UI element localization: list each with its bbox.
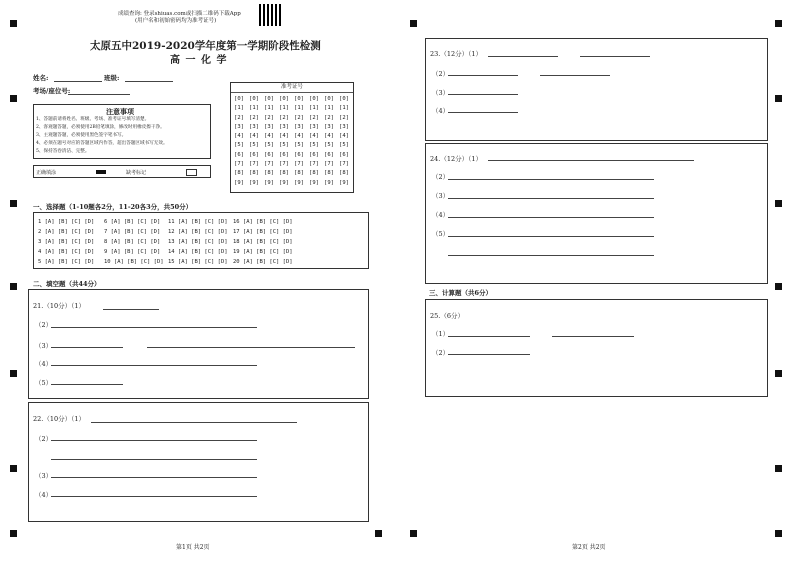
alignment-mark	[10, 200, 17, 207]
notice-item: 5、保持答卷清洁、完整。	[36, 149, 90, 154]
q21-label: 21.（10分）（1）	[33, 302, 85, 310]
exam-id-bubble[interactable]: [4]	[249, 133, 259, 140]
answer-line[interactable]	[51, 459, 257, 460]
exam-title: 太原五中2019-2020学年度第一学期阶段性检测	[90, 40, 321, 52]
exam-id-bubble[interactable]: [9]	[339, 179, 349, 186]
exam-id-bubble[interactable]: [4]	[339, 133, 349, 140]
exam-id-bubble[interactable]: [4]	[324, 133, 334, 140]
exam-id-bubble[interactable]: [0]	[234, 96, 244, 102]
exam-id-bubble[interactable]: [4]	[294, 133, 304, 140]
fill-example-box	[33, 165, 211, 178]
exam-id-bubble[interactable]: [0]	[249, 96, 259, 102]
q23-answer-box	[425, 38, 768, 141]
exam-id-bubble[interactable]: [5]	[339, 142, 349, 149]
exam-id-bubble[interactable]: [1]	[234, 105, 244, 112]
q25-answer-box	[425, 299, 768, 397]
exam-id-bubble[interactable]: [3]	[339, 123, 349, 130]
exam-id-bubble[interactable]: [3]	[279, 123, 289, 130]
exam-id-bubble[interactable]: [8]	[249, 170, 259, 177]
q21-part-label: （4）	[35, 360, 53, 368]
exam-id-bubble[interactable]: [8]	[279, 170, 289, 177]
exam-id-bubble[interactable]: [1]	[324, 105, 334, 112]
exam-id-bubble[interactable]: [2]	[279, 114, 289, 121]
name-field[interactable]	[54, 81, 102, 82]
q23-part-label: （2）	[432, 70, 450, 78]
alignment-mark	[775, 283, 782, 290]
seat-label: 考场/座位号:	[33, 87, 71, 95]
q24-part-label: （3）	[432, 192, 450, 200]
exam-id-bubble[interactable]: [1]	[339, 105, 349, 112]
alignment-mark	[775, 200, 782, 207]
qr-code-icon	[259, 4, 281, 26]
mcq-column[interactable]: 16 [A] [B] [C] [D] 17 [A] [B] [C] [D] 18 [A] [B] [C] [D] 19 [A] [B] [C] [D] 20 [A] [B] [C] [D]	[233, 219, 293, 265]
exam-id-bubble[interactable]: [9]	[324, 179, 334, 186]
exam-id-bubble[interactable]: [1]	[264, 105, 274, 112]
exam-id-column	[279, 95, 289, 188]
alignment-mark	[10, 530, 17, 537]
answer-line[interactable]	[448, 217, 654, 218]
seat-field[interactable]	[68, 94, 130, 95]
q24-label: 24.（12分）（1）	[430, 155, 482, 163]
alignment-mark	[775, 370, 782, 377]
answer-line[interactable]	[448, 255, 654, 256]
q25-part-label: （1）	[432, 330, 450, 338]
alignment-mark	[10, 465, 17, 472]
exam-subtitle: 高 一 化 学	[170, 55, 228, 66]
notice-box	[33, 104, 211, 159]
absent-label: 缺考标记	[126, 170, 147, 176]
exam-id-bubble[interactable]: [5]	[279, 142, 289, 149]
q22-part-label: （4）	[35, 491, 53, 499]
alignment-mark	[775, 95, 782, 102]
score-query-note: 成绩查询: 登录shiuas.com或扫描二维码下载App	[118, 11, 241, 17]
exam-id-bubble[interactable]: [0]	[339, 96, 349, 102]
notice-item: 2、客观题答题，必须使用2B铅笔填涂，修改时用橡皮擦干净。	[36, 125, 165, 130]
answer-line[interactable]	[51, 477, 257, 478]
answer-line[interactable]	[448, 179, 654, 180]
answer-line[interactable]	[448, 336, 530, 337]
alignment-mark	[410, 20, 417, 27]
correct-fill-label: 正确填涂	[36, 170, 57, 176]
alignment-mark	[410, 530, 417, 537]
mcq-column[interactable]: 11 [A] [B] [C] [D] 12 [A] [B] [C] [D] 13 [A] [B] [C] [D] 14 [A] [B] [C] [D] 15 [A] [B] [C] [D]	[168, 219, 228, 265]
q25-part-label: （2）	[432, 349, 450, 357]
exam-id-bubble[interactable]: [7]	[234, 161, 244, 168]
exam-id-bubble[interactable]: [1]	[294, 105, 304, 112]
exam-id-column	[339, 95, 349, 188]
alignment-mark	[10, 283, 17, 290]
answer-line[interactable]	[448, 354, 530, 355]
exam-id-bubble[interactable]: [2]	[249, 114, 259, 121]
answer-line[interactable]	[552, 336, 634, 337]
alignment-mark	[10, 370, 17, 377]
answer-line[interactable]	[103, 309, 159, 310]
exam-id-bubble[interactable]: [8]	[324, 170, 334, 177]
exam-id-bubble[interactable]: [4]	[279, 133, 289, 140]
answer-line[interactable]	[448, 236, 654, 237]
exam-id-bubble[interactable]: [9]	[279, 179, 289, 186]
exam-id-bubble[interactable]: [7]	[339, 161, 349, 168]
exam-id-bubble[interactable]: [1]	[249, 105, 259, 112]
q22-part-label: （3）	[35, 472, 53, 480]
answer-line[interactable]	[51, 365, 257, 366]
exam-id-column	[309, 95, 319, 188]
exam-id-grid	[230, 82, 354, 193]
answer-line[interactable]	[448, 75, 518, 76]
exam-id-bubble[interactable]: [4]	[264, 133, 274, 140]
exam-id-bubble[interactable]: [7]	[309, 161, 319, 168]
exam-id-bubble[interactable]: [0]	[324, 96, 334, 102]
exam-id-bubble[interactable]: [3]	[234, 123, 244, 130]
exam-id-bubble[interactable]: [9]	[249, 179, 259, 186]
section3-title: 三、计算题（共6分）	[429, 289, 493, 297]
alignment-mark	[375, 530, 382, 537]
exam-id-bubble[interactable]: [2]	[264, 114, 274, 121]
exam-id-bubble[interactable]: [5]	[249, 142, 259, 149]
answer-line[interactable]	[51, 347, 123, 348]
exam-id-bubble[interactable]: [7]	[294, 161, 304, 168]
exam-id-bubble[interactable]: [6]	[324, 151, 334, 158]
absent-checkbox[interactable]	[186, 169, 197, 176]
exam-id-bubble[interactable]: [6]	[279, 151, 289, 158]
exam-id-column	[249, 95, 259, 188]
exam-id-bubble[interactable]: [3]	[294, 123, 304, 130]
exam-id-column	[294, 95, 304, 188]
answer-line[interactable]	[540, 75, 610, 76]
mcq-column[interactable]: 1 [A] [B] [C] [D] 2 [A] [B] [C] [D] 3 [A] [B] [C] [D] 4 [A] [B] [C] [D] 5 [A] [B] [C] [D]	[38, 219, 95, 265]
class-field[interactable]	[125, 81, 173, 82]
class-label: 班级:	[104, 74, 120, 82]
q21-part-label: （5）	[35, 379, 53, 387]
exam-id-bubble[interactable]: [7]	[249, 161, 259, 168]
exam-id-bubble[interactable]: [3]	[249, 123, 259, 130]
exam-id-bubble[interactable]: [2]	[339, 114, 349, 121]
exam-id-bubble[interactable]: [1]	[279, 105, 289, 112]
answer-line[interactable]	[488, 56, 558, 57]
exam-id-bubble[interactable]: [6]	[234, 151, 244, 158]
exam-id-bubble[interactable]: [0]	[294, 96, 304, 102]
exam-id-bubble[interactable]: [2]	[309, 114, 319, 121]
answer-line[interactable]	[51, 496, 257, 497]
section1-title: 一、选择题（1-10题各2分，11-20各3分，共50分）	[33, 203, 193, 211]
exam-id-bubble[interactable]: [6]	[249, 151, 259, 158]
q24-part-label: （2）	[432, 173, 450, 181]
q21-answer-box	[28, 289, 369, 399]
filled-bubble-icon	[96, 170, 106, 174]
q22-part-label: （2）	[35, 435, 53, 443]
alignment-mark	[10, 20, 17, 27]
answer-line[interactable]	[448, 94, 518, 95]
notice-title: 注意事项	[106, 107, 134, 116]
alignment-mark	[10, 95, 17, 102]
q24-part-label: （4）	[432, 211, 450, 219]
exam-id-bubble[interactable]: [9]	[309, 179, 319, 186]
exam-id-bubble[interactable]: [7]	[324, 161, 334, 168]
q24-answer-box	[425, 143, 768, 284]
exam-id-bubble[interactable]: [8]	[264, 170, 274, 177]
answer-line[interactable]	[51, 440, 257, 441]
q23-label: 23.（12分）（1）	[430, 50, 482, 58]
q25-label: 25.（6分）	[430, 312, 464, 320]
exam-id-column	[324, 95, 334, 188]
exam-id-bubble[interactable]: [8]	[339, 170, 349, 177]
section2-title: 二、填空题（共44分）	[33, 280, 101, 288]
exam-id-bubble[interactable]: [6]	[309, 151, 319, 158]
exam-id-bubble[interactable]: [7]	[279, 161, 289, 168]
exam-id-bubble[interactable]: [5]	[234, 142, 244, 149]
q23-part-label: （3）	[432, 89, 450, 97]
q24-part-label: （5）	[432, 230, 450, 238]
alignment-mark	[775, 465, 782, 472]
notice-item: 3、主观题答题，必须使用黑色签字笔书写。	[36, 133, 127, 138]
answer-line[interactable]	[488, 160, 694, 161]
q22-answer-box	[28, 402, 369, 522]
exam-id-bubble[interactable]: [6]	[264, 151, 274, 158]
answer-line[interactable]	[448, 198, 654, 199]
exam-id-bubble[interactable]: [2]	[234, 114, 244, 121]
alignment-mark	[775, 530, 782, 537]
exam-id-title: 准考证号	[231, 83, 353, 93]
exam-id-bubble[interactable]: [8]	[294, 170, 304, 177]
alignment-mark	[775, 20, 782, 27]
answer-line[interactable]	[580, 56, 650, 57]
exam-id-bubble[interactable]: [3]	[264, 123, 274, 130]
exam-id-bubble[interactable]: [3]	[309, 123, 319, 130]
exam-id-bubble[interactable]: [7]	[264, 161, 274, 168]
answer-line[interactable]	[51, 327, 257, 328]
exam-id-bubble[interactable]: [6]	[339, 151, 349, 158]
exam-id-bubble[interactable]: [8]	[234, 170, 244, 177]
exam-id-bubble[interactable]: [4]	[309, 133, 319, 140]
exam-id-bubble[interactable]: [6]	[294, 151, 304, 158]
q23-part-label: （4）	[432, 107, 450, 115]
exam-id-bubble[interactable]: [4]	[234, 133, 244, 140]
exam-id-bubble[interactable]: [8]	[309, 170, 319, 177]
page-number: 第2页 共2页	[572, 544, 606, 551]
q21-part-label: （3）	[35, 342, 53, 350]
name-label: 姓名:	[33, 74, 49, 82]
exam-id-bubble[interactable]: [0]	[279, 96, 289, 102]
exam-id-bubble[interactable]: [1]	[309, 105, 319, 112]
exam-id-bubble[interactable]: [9]	[294, 179, 304, 186]
answer-line[interactable]	[147, 347, 355, 348]
exam-id-bubble[interactable]: [5]	[264, 142, 274, 149]
exam-id-bubble[interactable]: [9]	[234, 179, 244, 186]
exam-id-column	[264, 95, 274, 188]
exam-id-bubble[interactable]: [2]	[294, 114, 304, 121]
exam-id-bubble[interactable]: [3]	[324, 123, 334, 130]
answer-line[interactable]	[91, 422, 297, 423]
notice-item: 4、必须在题号对应的答题区域内作答，超出答题区域书写无效。	[36, 141, 168, 146]
mcq-answer-box	[33, 212, 369, 269]
mcq-column[interactable]: 6 [A] [B] [C] [D] 7 [A] [B] [C] [D] 8 [A] [B] [C] [D] 9 [A] [B] [C] [D] 10 [A] [B] [C] [D]	[104, 219, 164, 265]
exam-id-column	[234, 95, 244, 188]
exam-id-bubble[interactable]: [0]	[309, 96, 319, 102]
login-note: (用户名和初始密码均为准考证号)	[135, 18, 217, 24]
exam-id-bubble[interactable]: [9]	[264, 179, 274, 186]
exam-id-bubble[interactable]: [5]	[294, 142, 304, 149]
exam-id-bubble[interactable]: [5]	[309, 142, 319, 149]
q22-label: 22.（10分）（1）	[33, 415, 85, 423]
exam-id-bubble[interactable]: [0]	[264, 96, 274, 102]
exam-id-bubble[interactable]: [2]	[324, 114, 334, 121]
answer-line[interactable]	[448, 112, 518, 113]
answer-line[interactable]	[51, 384, 123, 385]
page-number: 第1页 共2页	[176, 544, 210, 551]
notice-item: 1、答题前请将姓名、班级、考场、准考证号填写清楚。	[36, 117, 150, 122]
exam-id-bubble[interactable]: [5]	[324, 142, 334, 149]
q21-part-label: （2）	[35, 321, 53, 329]
